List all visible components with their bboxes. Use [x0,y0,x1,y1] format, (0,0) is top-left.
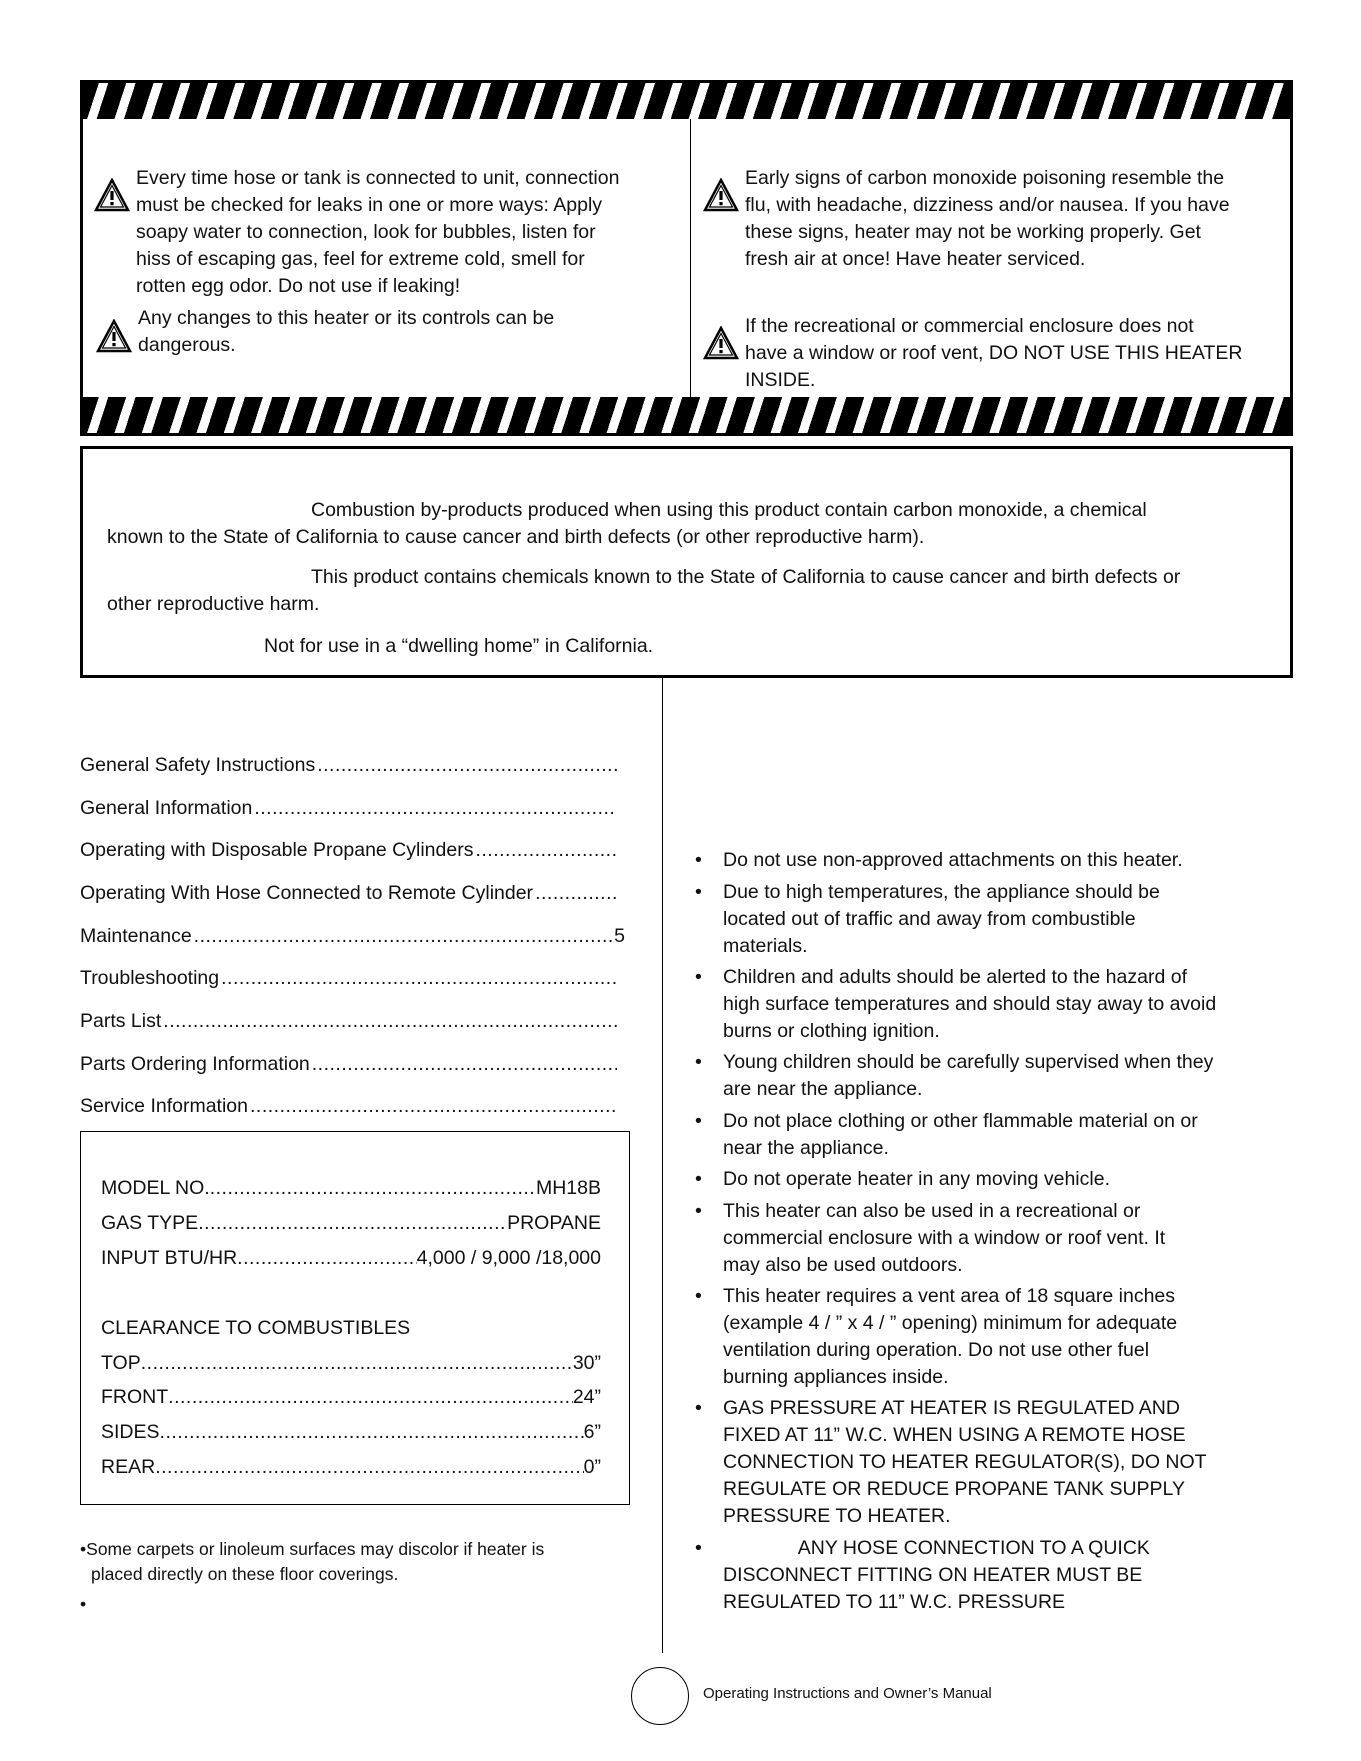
warning-triangle-icon [96,319,132,353]
bullet-dot: • [695,1110,702,1132]
prop65-chemicals-warning [107,564,1277,618]
toc-page [617,1051,625,1078]
toc-row[interactable] [80,752,625,779]
toc-title: General Safety Instructions [80,754,316,776]
bullet-text: This heater requires a vent area of 18 square inches (example 4 / ” x 4 / ” opening) minimum for adequate ventilation during operation. Do not use other fuel burning appliances inside. [723,1285,1178,1388]
warning-text: Any changes to this heater or its controls can be dangerous. [138,307,555,356]
column-divider [662,678,663,1653]
carpet-note [80,1537,640,1587]
spec-label: TOP [101,1352,141,1374]
toc-title: General Information [80,797,253,819]
clearance-front [101,1384,601,1411]
spec-leader [210,1175,536,1202]
toc-row[interactable] [80,1008,625,1035]
hazard-stripe-bottom [83,397,1290,433]
toc-leader [250,1093,617,1120]
prop65-combustion-warning [107,497,1277,551]
toc-page [617,880,625,907]
toc-title: Operating With Hose Connected to Remote Cylinder [80,882,534,904]
bullet-dot: • [695,881,702,903]
spec-leader [198,1210,507,1237]
toc-title: Troubleshooting [80,967,220,989]
safety-bullet [695,1283,1255,1391]
note-text: placed directly on these floor coverings. [91,1564,399,1584]
spec-model [101,1175,601,1202]
prop65-dwelling-notice [107,633,1277,660]
toc-row[interactable] [80,1093,625,1120]
toc-title: Operating with Disposable Propane Cylinders [80,839,474,861]
toc-page [617,752,625,779]
page-number-circle [631,1667,689,1725]
warning-text: Early signs of carbon monoxide poisoning resemble the flu, with headache, dizziness and/or nausea. If you have these signs, heater may not be working properly. Get fresh air at once! Have heater serviced. [745,167,1230,270]
toc-page [617,837,625,864]
toc-leader [312,1051,617,1078]
toc-title: Parts Ordering Information [80,1053,310,1075]
toc-row[interactable] [80,965,625,992]
spec-label: SIDES [101,1421,160,1443]
toc-page [617,1093,625,1120]
bullet-text: Due to high temperatures, the appliance should be located out of traffic and away from combustible materials. [723,881,1160,957]
bullet-text: Young children should be carefully supervised when they are near the appliance. [723,1051,1214,1100]
warning-text: If the recreational or commercial enclosure does not have a window or roof vent, DO NOT USE THIS HEATER INSIDE. [745,315,1243,391]
toc-leader [194,923,614,950]
spec-value: 24” [572,1386,601,1408]
bullet-text: Do not use non-approved attachments on this heater. [723,849,1183,871]
safety-bullet [695,1049,1255,1103]
bullet-text: This heater can also be used in a recreational or commercial enclosure with a window or roof vent. It may also be used outdoors. [723,1200,1166,1276]
spec-value: 0” [583,1456,601,1478]
bullet-text: Do not place clothing or other flammable material on or near the appliance. [723,1110,1198,1159]
warning-text: Every time hose or tank is connected to unit, connection must be checked for leaks in one or more ways: Apply soapy water to connection, look for bubbles, listen for hiss of escaping gas, feel for extreme cold, smell for rotten egg odor. Do not use if leaking! [136,167,620,297]
warning-box [80,80,1293,436]
spec-leader [168,1384,573,1411]
spec-leader [155,1454,583,1481]
empty-note-bullet: • [80,1594,87,1614]
safety-bullet [695,847,1255,874]
toc-leader [163,1008,617,1035]
spec-label: INPUT BTU/HR [101,1247,238,1269]
prop65-text: Combustion by-products produced when using this product contain carbon monoxide, a chemical [311,499,1147,521]
spec-value: PROPANE [507,1212,601,1234]
spec-leader [237,1245,417,1272]
bullet-dot: • [695,1285,702,1307]
warning-enclosure-vent [745,313,1265,394]
safety-bullet [695,879,1255,960]
prop65-text: known to the State of California to cause cancer and birth defects (or other reproductive harm). [107,526,925,548]
safety-bullet [695,1166,1255,1193]
spec-value: 30” [572,1352,601,1374]
toc-title: Parts List [80,1010,162,1032]
bullet-text: ANY HOSE CONNECTION TO A QUICK DISCONNECT FITTING ON HEATER MUST BE REGULATED TO 11” W.C. PRESSURE [723,1537,1150,1613]
prop65-box [80,446,1293,678]
spec-label: GAS TYPE [101,1212,199,1234]
toc-row[interactable] [80,795,625,822]
toc-leader [475,837,617,864]
toc-leader [535,880,617,907]
spec-label: MODEL NO. [101,1177,210,1199]
spec-input-btu [101,1245,601,1272]
safety-bullet [695,1108,1255,1162]
toc-page: 5 [614,925,625,947]
warning-modification [138,305,678,359]
bullet-dot: • [695,1200,702,1222]
bullet-dot: • [695,1397,702,1419]
spec-value: 6” [583,1421,601,1443]
safety-bullet [695,1395,1255,1530]
toc-leader [221,965,617,992]
warning-triangle-icon [703,326,739,360]
warning-divider [690,119,691,397]
clearance-heading: CLEARANCE TO COMBUSTIBLES [101,1317,411,1339]
clearance-top [101,1350,601,1377]
warning-leak-check [136,165,676,300]
safety-bullet [695,1535,1255,1616]
spec-gas-type [101,1210,601,1237]
specifications-box [80,1131,630,1505]
spec-label: REAR [101,1456,156,1478]
note-text: Some carpets or linoleum surfaces may discolor if heater is [86,1539,545,1559]
toc-leader [254,795,617,822]
prop65-text: Not for use in a “dwelling home” in California. [264,635,654,657]
bullet-text: GAS PRESSURE AT HEATER IS REGULATED AND FIXED AT 11” W.C. WHEN USING A REMOTE HOSE CONNECTION TO HEATER REGULATOR(S), DO NOT REGULATE OR REDUCE PROPANE TANK SUPPLY PRESSURE TO HEATER. [723,1397,1207,1527]
toc-title: Service Information [80,1095,248,1117]
prop65-text: other reproductive harm. [107,593,320,615]
toc-page [617,1008,625,1035]
toc-page [617,795,625,822]
hazard-stripe-top [83,83,1290,119]
footer-title: Operating Instructions and Owner’s Manual [703,1685,992,1702]
spec-value: 4,000 / 9,000 /18,000 [416,1247,601,1269]
safety-bullet [695,964,1255,1045]
spec-value: MH18B [535,1177,601,1199]
toc-row[interactable] [80,1051,625,1078]
safety-bullet [695,1198,1255,1279]
bullet-dot: • [695,1051,702,1073]
toc-page [617,965,625,992]
warning-triangle-icon [703,178,739,212]
toc-row[interactable] [80,837,625,864]
bullet-dot: • [695,1168,702,1190]
bullet-dot: • [695,966,702,988]
spec-leader [141,1350,573,1377]
bullet-dot: • [695,1537,702,1559]
toc-leader [317,752,617,779]
prop65-text: This product contains chemicals known to the State of California to cause cancer and birth defects or [311,566,1181,588]
bullet-text: Do not operate heater in any moving vehicle. [723,1168,1110,1190]
warning-carbon-monoxide [745,165,1265,273]
bullet-text: Children and adults should be alerted to the hazard of high surface temperatures and should stay away to avoid burns or clothing ignition. [723,966,1217,1042]
toc-title: Maintenance [80,925,192,947]
note-bullet: • [80,1539,87,1559]
warning-triangle-icon [94,178,130,212]
clearance-sides [101,1419,601,1446]
spec-leader [160,1419,584,1446]
bullet-dot: • [695,849,702,871]
spec-label: FRONT [101,1386,169,1408]
toc-row[interactable] [80,880,625,907]
clearance-rear [101,1454,601,1481]
toc-row[interactable] [80,923,625,950]
